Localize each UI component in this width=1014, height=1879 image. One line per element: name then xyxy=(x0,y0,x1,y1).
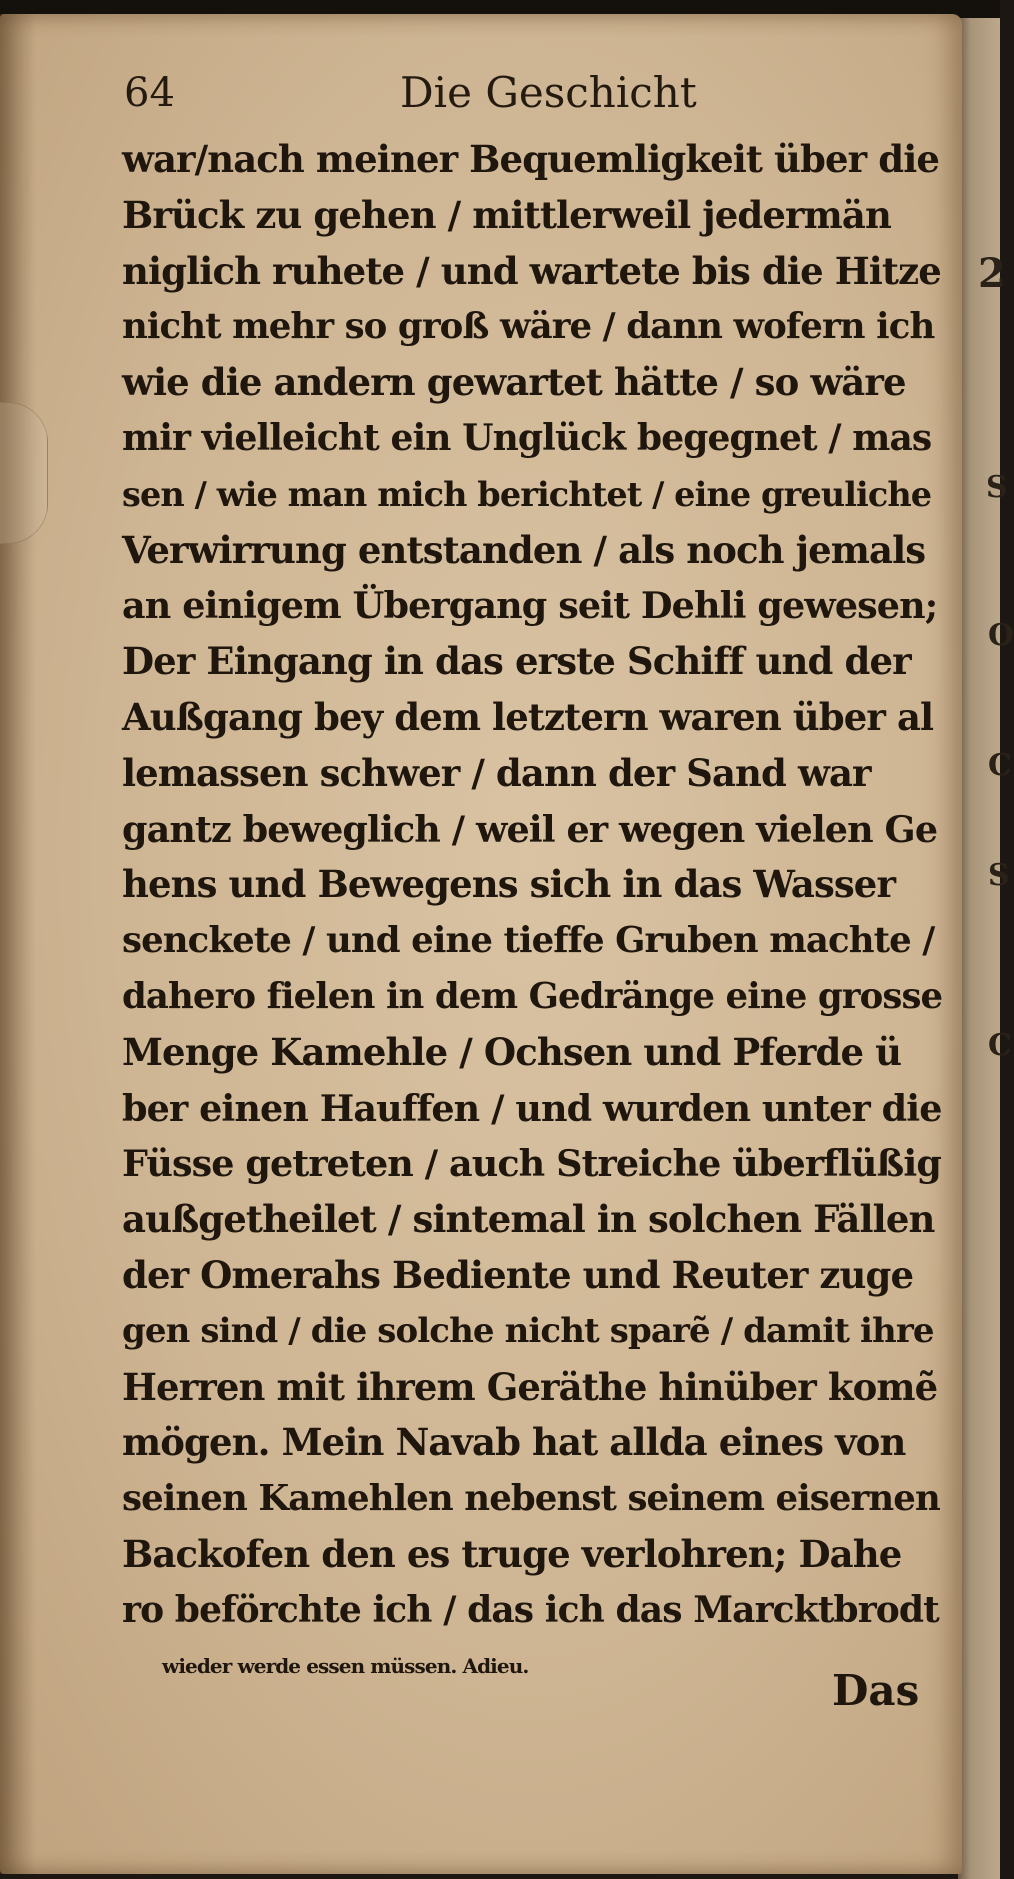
facing-page-mark: O xyxy=(988,618,1014,653)
text-line: Backofen den es truge verlohren; Dahe xyxy=(122,1531,902,1576)
text-line: Außgang bey dem letztern waren über al xyxy=(122,694,934,739)
text-line: gantz beweglich / weil er wegen vielen Ge xyxy=(122,807,938,851)
text-line: seinen Kamehlen nebenst seinem eisernen xyxy=(122,1478,940,1520)
body-text xyxy=(122,132,942,1694)
text-line: Füsse getreten / auch Streiche überflüßig xyxy=(122,1142,941,1186)
page-gutter-shadow xyxy=(0,14,36,1874)
text-line: außgetheilet / sintemal in solchen Fällen xyxy=(122,1197,935,1242)
page-header xyxy=(120,66,940,130)
page-number: 64 xyxy=(124,70,175,116)
text-line: dahero fielen in dem Gedränge eine grosse xyxy=(122,975,943,1017)
facing-page-mark: S xyxy=(988,858,1010,893)
catchword: Das xyxy=(832,1666,920,1715)
text-line: nicht mehr so groß wäre / dann wofern ich xyxy=(122,306,935,348)
running-head: Die Geschicht xyxy=(400,68,697,117)
text-line: wie die andern gewartet hätte / so wäre xyxy=(122,360,906,405)
text-line: gen sind / die solche nicht sparẽ / damit ihre xyxy=(122,1310,934,1351)
page-fold-tab xyxy=(0,402,48,544)
text-line: senckete / und eine tieffe Gruben machte / xyxy=(122,920,935,962)
text-line: wieder werde essen müssen. Adieu. xyxy=(162,1653,529,1678)
text-line: der Omerahs Bediente und Reuter zuge xyxy=(122,1252,914,1297)
facing-page-edge xyxy=(958,18,1014,1879)
facing-page-mark: C xyxy=(988,748,1012,783)
text-line: sen / wie man mich berichtet / eine greuliche xyxy=(122,474,932,514)
text-line: war/nach meiner Bequemligkeit über die xyxy=(122,137,939,181)
facing-page-mark: C xyxy=(988,1028,1012,1063)
text-line: mögen. Mein Navab hat allda eines von xyxy=(122,1420,906,1465)
book-page xyxy=(0,14,962,1874)
text-line: lemassen schwer / dann der Sand war xyxy=(122,750,871,795)
text-line: Der Eingang in das erste Schiff und der xyxy=(122,639,911,684)
text-line: hens und Bewegens sich in das Wasser xyxy=(122,862,896,907)
text-line: Menge Kamehle / Ochsen und Pferde ü xyxy=(122,1029,902,1074)
text-line: an einigem Übergang seit Dehli gewesen; xyxy=(122,584,938,628)
text-line: Herren mit ihrem Geräthe hinüber komẽ xyxy=(122,1364,938,1409)
text-line: ber einen Hauffen / und wurden unter die xyxy=(122,1086,942,1130)
text-line: mir vielleicht ein Unglück begegnet / mas xyxy=(122,416,932,459)
facing-page-mark: 2 xyxy=(978,250,1006,297)
text-line: Verwirrung entstanden / als noch jemals xyxy=(122,527,926,572)
text-line: Brück zu gehen / mittlerweil jedermän xyxy=(122,192,891,237)
text-line: ro beförchte ich / das ich das Marcktbrodt xyxy=(122,1588,939,1631)
facing-page-mark: S xyxy=(986,470,1008,505)
text-line: niglich ruhete / und wartete bis die Hitze xyxy=(122,248,941,293)
